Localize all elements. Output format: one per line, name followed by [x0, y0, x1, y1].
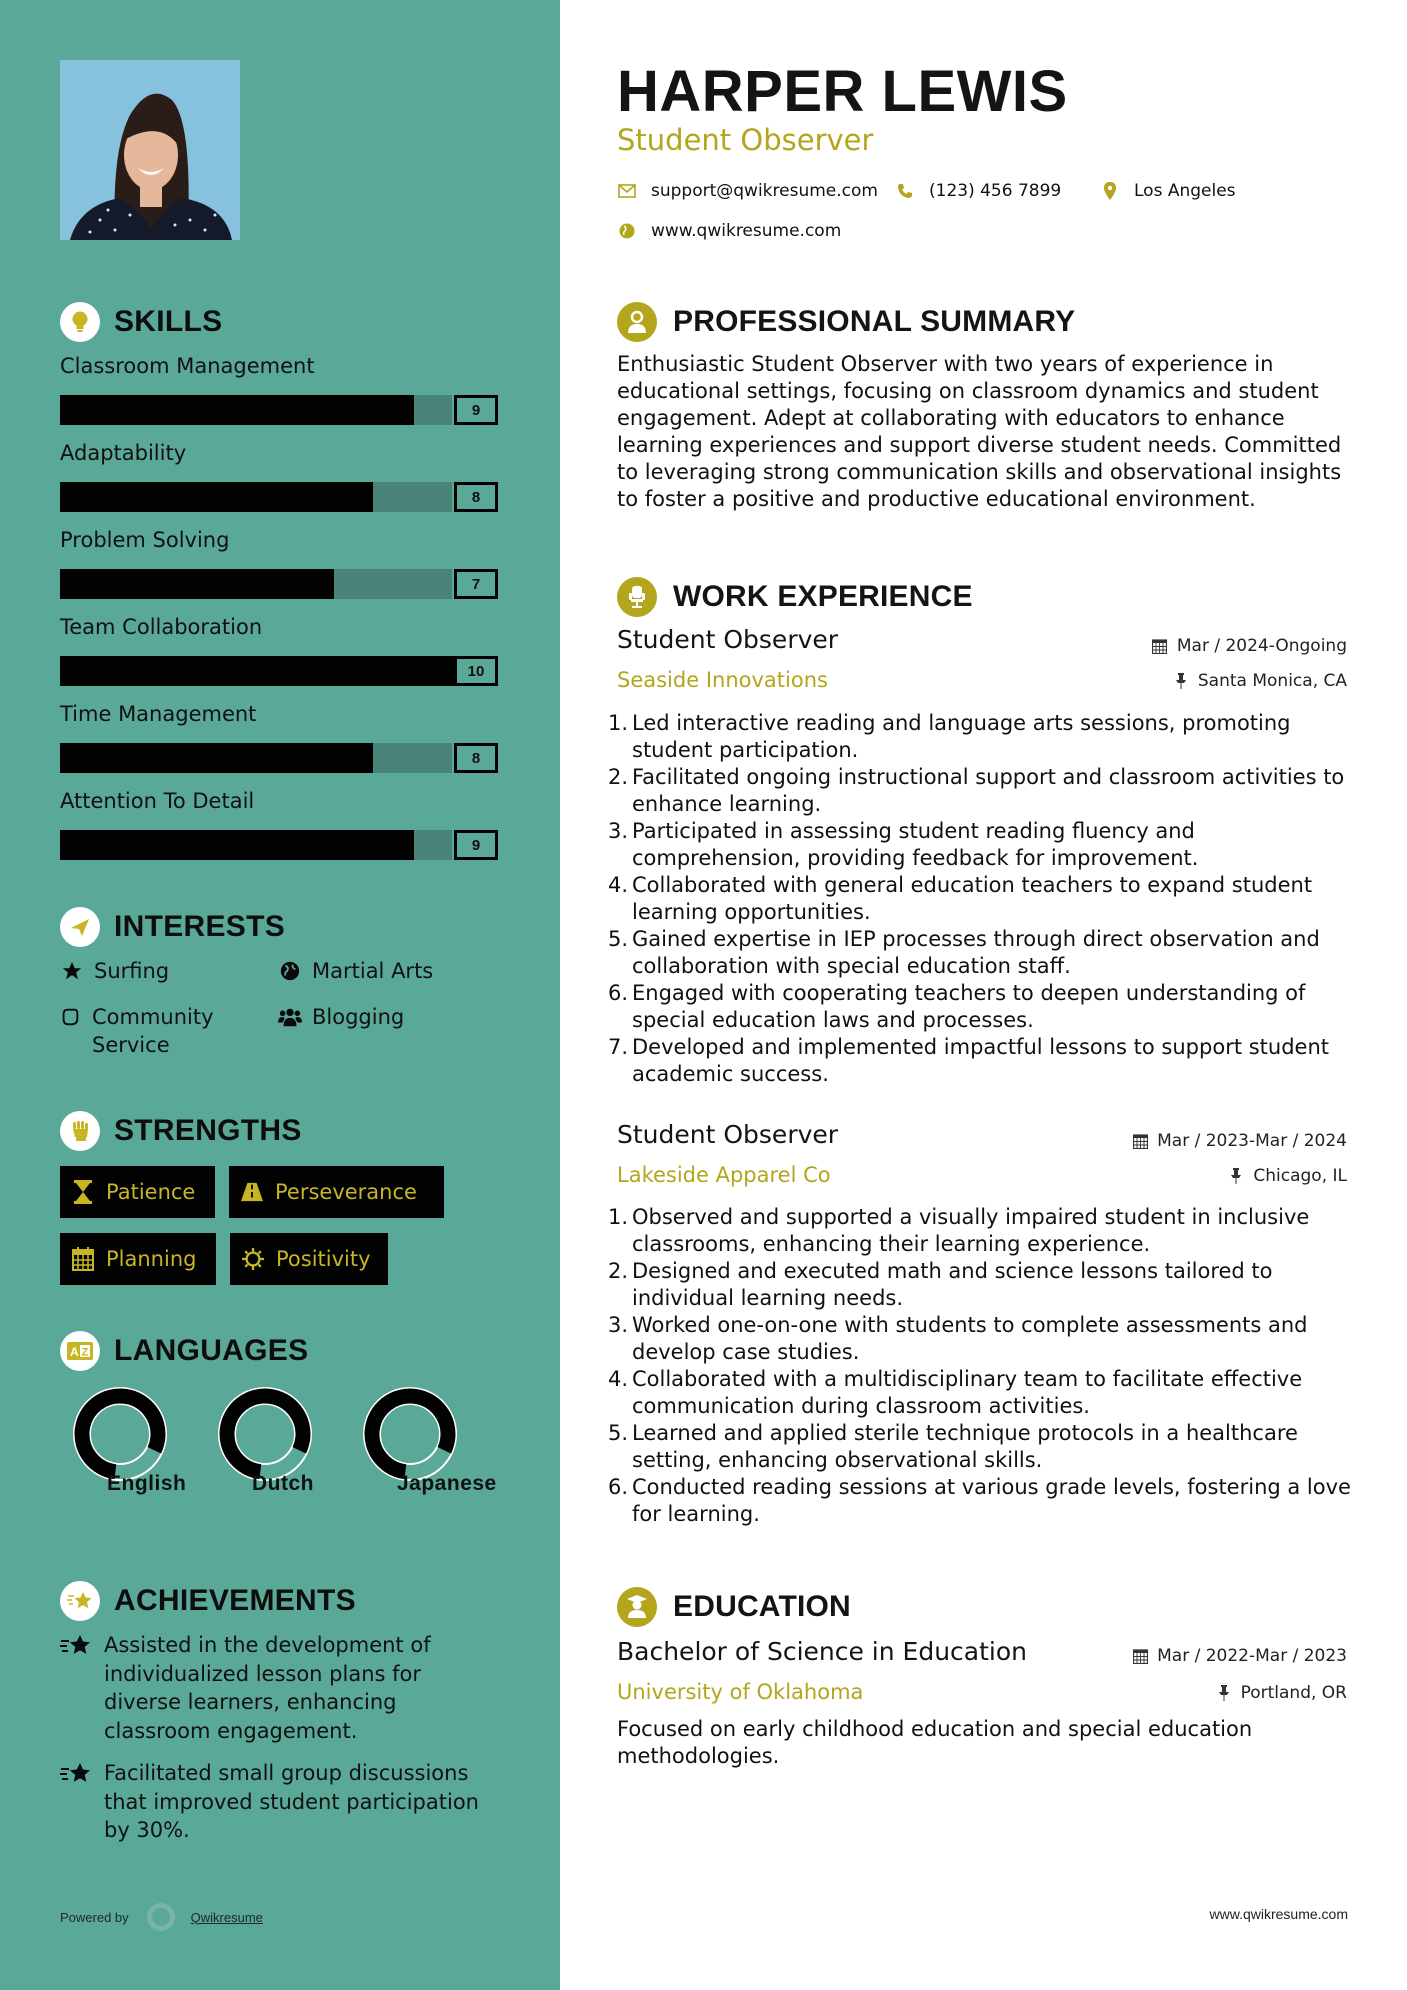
section-title: INTERESTS	[114, 910, 286, 943]
job-bullet: 5. Learned and applied sterile technique protocols in a healthcare setting, enhancing observational skills.	[608, 1421, 1298, 1472]
website-text: www.qwikresume.com	[651, 221, 842, 241]
section-title: STRENGTHS	[114, 1114, 302, 1147]
strength-tag	[60, 1166, 215, 1218]
education-description: Focused on early childhood education and special education methodologies.	[617, 1717, 1253, 1768]
job-bullet: 6. Engaged with cooperating teachers to deepen understanding of special education laws and processes.	[608, 981, 1306, 1032]
job-location	[1172, 671, 1347, 691]
education-location-text: Portland, OR	[1240, 1683, 1347, 1703]
achievement-item	[60, 1631, 500, 1745]
skill-label: Team Collaboration	[60, 615, 263, 639]
skill-attention-to-detail	[60, 786, 500, 860]
globe-icon	[617, 221, 637, 241]
job-title: Student Observer	[617, 1120, 839, 1149]
skill-time-management	[60, 699, 500, 773]
calendar-icon	[1151, 637, 1169, 655]
job-bullet: 2. Designed and executed math and science lessons tailored to individual learning needs.	[608, 1259, 1273, 1310]
interest-label: Surfing	[94, 959, 170, 983]
fist-icon	[60, 1111, 100, 1151]
candidate-name: HARPER LEWIS	[617, 59, 1068, 124]
shooting-star-icon	[60, 1761, 92, 1789]
education-school: University of Oklahoma	[617, 1680, 864, 1704]
section-title: LANGUAGES	[114, 1334, 309, 1367]
svg-text:Z: Z	[81, 1346, 89, 1359]
section-title: PROFESSIONAL SUMMARY	[673, 305, 1076, 338]
profile-photo	[60, 60, 240, 240]
avatar	[60, 60, 240, 240]
skill-classroom-management	[60, 351, 500, 425]
job-location-text: Chicago, IL	[1253, 1166, 1347, 1186]
lightbulb-icon	[60, 302, 100, 342]
language-dutch	[195, 1386, 335, 1495]
phone-icon	[895, 181, 915, 201]
pushpin-icon	[1227, 1167, 1245, 1185]
envelope-icon	[617, 181, 637, 201]
skills-heading	[60, 302, 222, 342]
globe-icon	[278, 957, 302, 985]
qwikresume-logo-icon	[147, 1903, 175, 1931]
skill-label: Adaptability	[60, 441, 187, 465]
job-bullet: 3. Participated in assessing student reading fluency and comprehension, providing feedback for improvement.	[608, 819, 1199, 870]
strengths-heading	[60, 1111, 302, 1151]
language-label: Japanese	[397, 1472, 497, 1495]
contact-website[interactable]	[617, 221, 841, 241]
experience-heading	[617, 577, 973, 617]
footer-website-link[interactable]: www.qwikresume.com	[1209, 1906, 1348, 1922]
interest-label: Blogging	[312, 1005, 405, 1029]
email-text: support@qwikresume.com	[651, 181, 878, 201]
achievements-heading	[60, 1581, 356, 1621]
users-icon	[278, 1003, 302, 1031]
skill-bar	[60, 569, 500, 599]
language-donut	[362, 1386, 458, 1482]
education-heading	[617, 1587, 851, 1627]
skill-bar	[60, 656, 500, 686]
skill-label: Time Management	[60, 702, 257, 726]
section-title: SKILLS	[114, 305, 223, 338]
road-icon	[241, 1180, 263, 1204]
skill-score: 10	[454, 656, 498, 686]
section-title: ACHIEVEMENTS	[114, 1584, 356, 1617]
education-dates-text: Mar / 2022-Mar / 2023	[1157, 1646, 1347, 1666]
map-pin-icon	[1100, 181, 1120, 201]
job-location	[1227, 1166, 1347, 1186]
shooting-star-icon	[60, 1633, 92, 1661]
language-label: Dutch	[252, 1472, 314, 1495]
interest-item	[58, 1003, 258, 1059]
languages-heading	[60, 1331, 308, 1371]
summary-heading	[617, 302, 1075, 342]
pushpin-icon	[1215, 1684, 1233, 1702]
skill-score: 9	[454, 395, 498, 425]
shooting-star-icon	[60, 1581, 100, 1621]
language-label: English	[107, 1472, 187, 1495]
skill-label: Problem Solving	[60, 528, 230, 552]
skill-bar	[60, 395, 500, 425]
job-bullet: 3. Worked one-on-one with students to complete assessments and develop case studies.	[608, 1313, 1308, 1364]
job-title: Student Observer	[617, 625, 839, 654]
interests-heading	[60, 907, 285, 947]
skill-problem-solving	[60, 525, 500, 599]
phone-text: (123) 456 7899	[929, 181, 1062, 201]
strength-tag	[60, 1233, 216, 1285]
svg-text:A: A	[70, 1345, 79, 1359]
interest-label: Martial Arts	[312, 959, 434, 983]
strength-label: Planning	[106, 1247, 197, 1271]
powered-by	[60, 1903, 263, 1931]
skill-bar	[60, 830, 500, 860]
language-japanese	[340, 1386, 497, 1495]
contact-location	[1100, 181, 1236, 201]
strength-label: Patience	[106, 1180, 196, 1204]
pushpin-icon	[1172, 672, 1190, 690]
job-company: Lakeside Apparel Co	[617, 1163, 831, 1187]
user-icon	[617, 302, 657, 342]
skill-bar	[60, 482, 500, 512]
paper-plane-icon	[60, 907, 100, 947]
job-bullet: 4. Collaborated with general education teachers to expand student learning opportunities.	[608, 873, 1313, 924]
job-bullet: 1. Observed and supported a visually impaired student in inclusive classrooms, enhancing their learning experience.	[608, 1205, 1310, 1256]
graduate-icon	[617, 1587, 657, 1627]
skill-label: Classroom Management	[60, 354, 315, 378]
location-text: Los Angeles	[1134, 181, 1236, 201]
hand-icon	[58, 1003, 82, 1031]
education-location	[1215, 1683, 1347, 1703]
qwikresume-link[interactable]: Qwikresume	[190, 1909, 263, 1925]
job-bullets	[608, 710, 1368, 1088]
achievement-text: Assisted in the development of individualized lesson plans for diverse learners, enhancing classroom engagement.	[104, 1633, 431, 1743]
skill-score: 8	[454, 482, 498, 512]
job-bullet: 1. Led interactive reading and language arts sessions, promoting student participation.	[608, 711, 1291, 762]
section-title: WORK EXPERIENCE	[673, 580, 973, 613]
job-dates-text: Mar / 2023-Mar / 2024	[1157, 1131, 1347, 1151]
education-dates	[1131, 1646, 1347, 1666]
strength-tag	[229, 1166, 444, 1218]
star-icon	[60, 957, 84, 985]
main-content	[560, 0, 1407, 1990]
skill-bar	[60, 743, 500, 773]
skill-score: 7	[454, 569, 498, 599]
interest-label: Community Service	[92, 1005, 214, 1057]
calendar-icon	[1131, 1647, 1149, 1665]
skill-adaptability	[60, 438, 500, 512]
summary-text: Enthusiastic Student Observer with two years of experience in educational settings, focusing on classroom dynamics and student engagement. Adept at collaborating with educators to enhance learning experiences and support diverse student needs. Committed to leveraging strong communication skills and observational insights to foster a positive and productive educational environment.	[617, 352, 1342, 511]
job-bullets	[608, 1204, 1368, 1528]
candidate-role: Student Observer	[617, 123, 874, 157]
calendar-icon	[1131, 1132, 1149, 1150]
chair-icon	[617, 577, 657, 617]
education-degree: Bachelor of Science in Education	[617, 1637, 1028, 1666]
skill-score: 9	[454, 830, 498, 860]
strength-label: Positivity	[276, 1247, 371, 1271]
language-english	[50, 1386, 190, 1495]
sun-icon	[242, 1247, 264, 1271]
job-bullet: 4. Collaborated with a multidisciplinary team to facilitate effective communication during classroom activities.	[608, 1367, 1303, 1418]
job-dates-text: Mar / 2024-Ongoing	[1176, 636, 1347, 656]
sidebar	[0, 0, 560, 1990]
job-dates	[1131, 1131, 1347, 1151]
interest-item	[60, 957, 169, 985]
powered-by-label: Powered by	[60, 1909, 129, 1925]
skill-score: 8	[454, 743, 498, 773]
skill-label: Attention To Detail	[60, 789, 255, 813]
strength-tag	[230, 1233, 388, 1285]
job-bullet: 5. Gained expertise in IEP processes through direct observation and collaboration with special education staff.	[608, 927, 1320, 978]
section-title: EDUCATION	[673, 1590, 851, 1623]
calendar-icon	[72, 1247, 94, 1271]
job-bullet: 2. Facilitated ongoing instructional support and classroom activities to enhance learning.	[608, 765, 1345, 816]
contact-phone[interactable]	[895, 181, 1061, 201]
job-bullet: 6. Conducted reading sessions at various grade levels, fostering a love for learning.	[608, 1475, 1351, 1526]
interest-item	[278, 957, 433, 985]
hourglass-icon	[72, 1180, 94, 1204]
language-donut	[72, 1386, 168, 1482]
contact-email[interactable]	[617, 181, 878, 201]
skill-team-collaboration	[60, 612, 500, 686]
job-bullet: 7. Developed and implemented impactful lessons to support student academic success.	[608, 1035, 1330, 1086]
job-company: Seaside Innovations	[617, 668, 828, 692]
achievement-item	[60, 1759, 500, 1845]
language-icon	[60, 1331, 100, 1371]
job-dates	[1151, 636, 1347, 656]
achievement-text: Facilitated small group discussions that improved student participation by 30%.	[104, 1761, 479, 1842]
language-donut	[217, 1386, 313, 1482]
job-location-text: Santa Monica, CA	[1197, 671, 1347, 691]
strength-label: Perseverance	[275, 1180, 417, 1204]
interest-item	[278, 1003, 404, 1031]
